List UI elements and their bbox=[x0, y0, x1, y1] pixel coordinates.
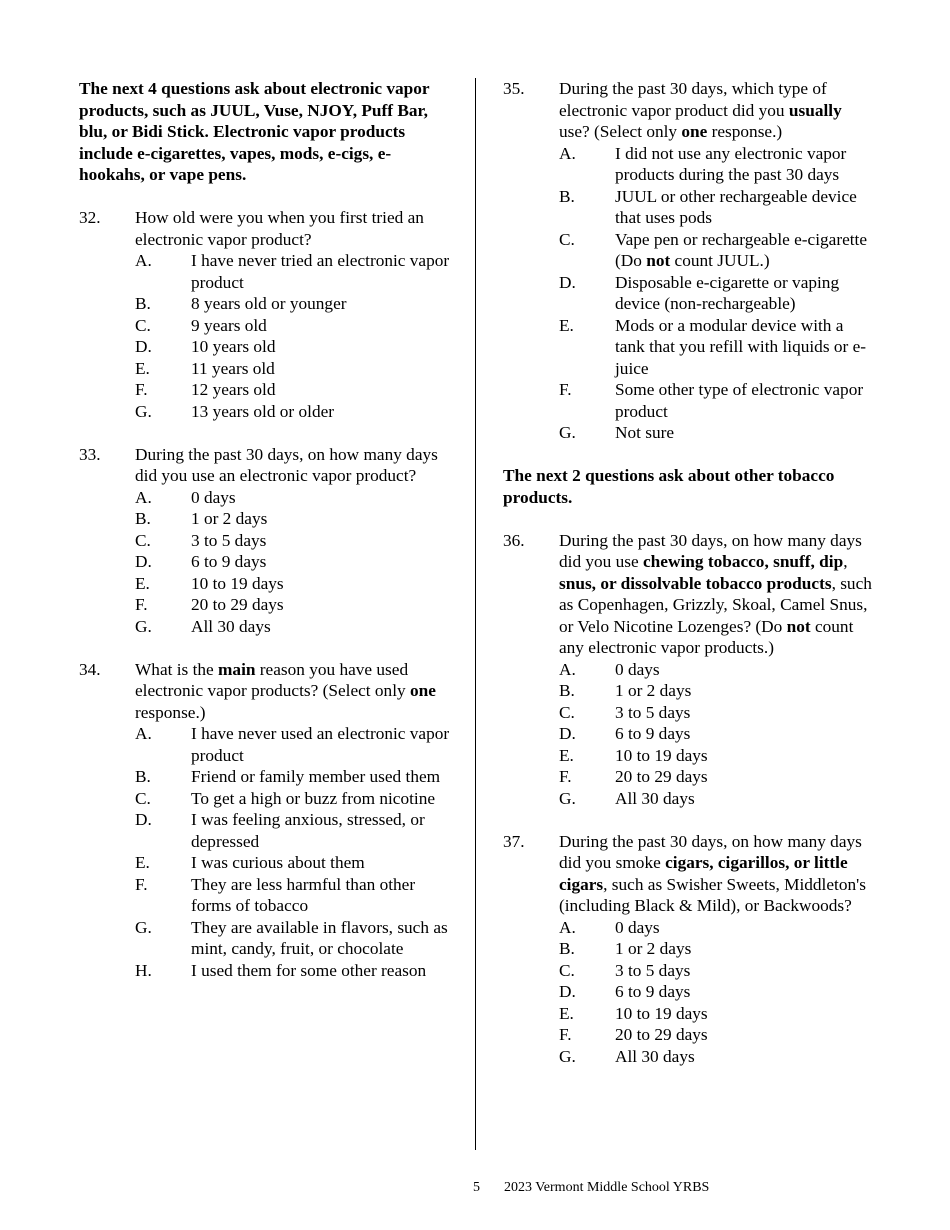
option-text: 0 days bbox=[615, 917, 660, 937]
option-letter: G. bbox=[135, 616, 152, 636]
option-letter: D. bbox=[135, 337, 152, 356]
option-letter: F. bbox=[135, 874, 148, 894]
option-letter: C. bbox=[559, 960, 575, 980]
option-letter: E. bbox=[559, 745, 574, 765]
page-number: 5 bbox=[473, 1180, 480, 1195]
option-letter: C. bbox=[135, 788, 151, 808]
option-letter: F. bbox=[135, 595, 148, 614]
question-number: 34. bbox=[79, 659, 101, 679]
option bbox=[559, 766, 875, 788]
section-intro-tobacco: The next 2 questions ask about other tobacco products. bbox=[503, 466, 835, 507]
option-text: 8 years old or younger bbox=[191, 294, 347, 313]
option bbox=[559, 143, 875, 186]
question-33 bbox=[79, 444, 451, 638]
option-text: 10 to 19 days bbox=[191, 573, 284, 593]
option bbox=[135, 917, 451, 960]
option bbox=[135, 594, 451, 616]
option bbox=[559, 745, 875, 767]
option bbox=[559, 723, 875, 745]
option-letter: H. bbox=[135, 960, 152, 980]
option bbox=[559, 272, 875, 315]
option-letter: B. bbox=[135, 767, 151, 786]
option-letter: E. bbox=[135, 358, 150, 378]
question-35 bbox=[503, 78, 875, 444]
option bbox=[559, 379, 875, 422]
option bbox=[135, 616, 451, 638]
question-36 bbox=[503, 530, 875, 810]
option-letter: D. bbox=[559, 272, 576, 292]
option bbox=[135, 401, 451, 423]
option-text: Mods or a modular device with a tank that you refill with liquids or e-juice bbox=[615, 315, 867, 378]
option-letter: A. bbox=[559, 143, 576, 163]
option-text: I have never tried an electronic vapor product bbox=[191, 251, 450, 292]
option-letter: C. bbox=[135, 315, 151, 335]
option-text: I was curious about them bbox=[191, 853, 365, 872]
option-text: 3 to 5 days bbox=[191, 530, 267, 550]
question-text: During the past 30 days, on how many days did you smoke cigars, cigarillos, or little cigars, such as Swisher Sweets, Middleton's (including Black & Mild), or Backwoods? bbox=[559, 831, 866, 915]
option-letter: D. bbox=[559, 724, 576, 743]
section-intro-vapor: The next 4 questions ask about electronic vapor products, such as JUUL, Vuse, NJOY, Puff Bar, blu, or Bidi Stick. Electronic vapor products include e-cigarettes, vapes, mods, e-cigs, e-hookahs, or vape pens. bbox=[79, 79, 430, 184]
option-letter: C. bbox=[559, 702, 575, 722]
option-letter: A. bbox=[135, 487, 152, 507]
question-37 bbox=[503, 831, 875, 1068]
option-letter: F. bbox=[559, 767, 572, 786]
option-letter: B. bbox=[135, 294, 151, 313]
option-text: 10 to 19 days bbox=[615, 1003, 708, 1023]
option-letter: A. bbox=[559, 659, 576, 679]
option-text: 0 days bbox=[191, 487, 236, 507]
option bbox=[135, 358, 451, 380]
option-text: 20 to 29 days bbox=[191, 595, 284, 614]
option-text: Not sure bbox=[615, 423, 675, 442]
option bbox=[135, 250, 451, 293]
option bbox=[559, 1046, 875, 1068]
option bbox=[135, 852, 451, 874]
option-letter: G. bbox=[135, 917, 152, 937]
option-letter: D. bbox=[135, 552, 152, 571]
option bbox=[135, 723, 451, 766]
option-text: 1 or 2 days bbox=[615, 681, 692, 700]
option-letter: A. bbox=[135, 724, 152, 743]
option bbox=[559, 422, 875, 444]
option bbox=[135, 530, 451, 552]
question-number: 32. bbox=[79, 208, 101, 227]
option-letter: F. bbox=[559, 1025, 572, 1044]
option-letter: B. bbox=[559, 186, 575, 206]
option-text: 13 years old or older bbox=[191, 401, 335, 421]
question-text: During the past 30 days, on how many days did you use an electronic vapor product? bbox=[135, 444, 438, 485]
column-divider bbox=[475, 78, 476, 1150]
option-letter: E. bbox=[559, 315, 574, 335]
option-text: 3 to 5 days bbox=[615, 702, 691, 722]
option-letter: B. bbox=[559, 681, 575, 700]
option-text: I did not use any electronic vapor products during the past 30 days bbox=[615, 143, 847, 184]
option-letter: D. bbox=[135, 810, 152, 829]
option-letter: G. bbox=[559, 423, 576, 442]
option-letter: F. bbox=[135, 380, 148, 399]
option-text: They are available in flavors, such as mint, candy, fruit, or chocolate bbox=[191, 917, 448, 958]
question-number: 33. bbox=[79, 444, 101, 464]
option bbox=[559, 938, 875, 960]
option-text: All 30 days bbox=[615, 1046, 695, 1066]
option-text: All 30 days bbox=[615, 788, 695, 808]
option bbox=[135, 508, 451, 530]
option bbox=[559, 1003, 875, 1025]
left-column bbox=[79, 78, 451, 1003]
option bbox=[135, 293, 451, 315]
option-text: 11 years old bbox=[191, 358, 275, 378]
option-text: 6 to 9 days bbox=[191, 552, 267, 571]
option-text: 6 to 9 days bbox=[615, 982, 691, 1001]
option bbox=[135, 379, 451, 401]
option-text: 20 to 29 days bbox=[615, 1025, 708, 1044]
option-text: 12 years old bbox=[191, 380, 276, 399]
option-letter: F. bbox=[559, 380, 572, 399]
option bbox=[559, 960, 875, 982]
option-text: Vape pen or rechargeable e-cigarette (Do not count JUUL.) bbox=[615, 229, 868, 270]
option bbox=[559, 186, 875, 229]
option-text: 6 to 9 days bbox=[615, 724, 691, 743]
option bbox=[559, 981, 875, 1003]
option-text: Some other type of electronic vapor product bbox=[615, 380, 864, 421]
option-letter: B. bbox=[559, 939, 575, 958]
option-text: 10 to 19 days bbox=[615, 745, 708, 765]
question-34 bbox=[79, 659, 451, 982]
option-letter: A. bbox=[135, 251, 152, 270]
question-number: 36. bbox=[503, 530, 525, 550]
option-text: JUUL or other rechargeable device that uses pods bbox=[615, 186, 857, 227]
option bbox=[135, 487, 451, 509]
option-letter: G. bbox=[559, 1046, 576, 1066]
option-text: To get a high or buzz from nicotine bbox=[191, 788, 436, 808]
option-text: Disposable e-cigarette or vaping device (non-rechargeable) bbox=[615, 272, 840, 313]
option bbox=[559, 680, 875, 702]
option bbox=[559, 659, 875, 681]
option-text: 0 days bbox=[615, 659, 660, 679]
option-letter: B. bbox=[135, 509, 151, 528]
question-number: 37. bbox=[503, 831, 525, 851]
option-text: They are less harmful than other forms of tobacco bbox=[191, 874, 416, 915]
option bbox=[135, 960, 451, 982]
question-text: What is the main reason you have used electronic vapor products? (Select only one response.) bbox=[135, 659, 436, 722]
option bbox=[135, 551, 451, 573]
option bbox=[135, 809, 451, 852]
option-text: I have never used an electronic vapor product bbox=[191, 724, 450, 765]
option-text: 20 to 29 days bbox=[615, 767, 708, 786]
option bbox=[559, 1024, 875, 1046]
question-text: How old were you when you first tried an electronic vapor product? bbox=[135, 208, 424, 249]
option-letter: D. bbox=[559, 982, 576, 1001]
option-text: 10 years old bbox=[191, 337, 276, 356]
option-letter: E. bbox=[135, 573, 150, 593]
option bbox=[135, 874, 451, 917]
question-text: During the past 30 days, which type of electronic vapor product did you usually use? (Select only one response.) bbox=[559, 79, 842, 141]
option-text: 1 or 2 days bbox=[191, 509, 268, 528]
option-letter: E. bbox=[135, 853, 150, 872]
right-column bbox=[503, 78, 875, 1089]
question-number: 35. bbox=[503, 79, 525, 98]
option bbox=[135, 336, 451, 358]
option-letter: E. bbox=[559, 1003, 574, 1023]
option bbox=[135, 766, 451, 788]
footer-title: 2023 Vermont Middle School YRBS bbox=[504, 1180, 710, 1195]
option-letter: A. bbox=[559, 917, 576, 937]
option-text: 9 years old bbox=[191, 315, 267, 335]
option bbox=[135, 315, 451, 337]
option bbox=[135, 788, 451, 810]
question-32 bbox=[79, 207, 451, 422]
option-text: 3 to 5 days bbox=[615, 960, 691, 980]
option-text: I used them for some other reason bbox=[191, 960, 427, 980]
option bbox=[559, 315, 875, 380]
option-letter: C. bbox=[559, 229, 575, 249]
option-letter: G. bbox=[135, 401, 152, 421]
option-text: All 30 days bbox=[191, 616, 271, 636]
option-letter: G. bbox=[559, 788, 576, 808]
option-letter: C. bbox=[135, 530, 151, 550]
option bbox=[559, 229, 875, 272]
question-text: During the past 30 days, on how many days did you use chewing tobacco, snuff, dip, snus, or dissolvable tobacco products, such as Copenhagen, Grizzly, Skoal, Camel Snus, or Velo Nicotine Lozenges? (Do not count any electronic vapor products.) bbox=[559, 530, 872, 657]
option bbox=[559, 917, 875, 939]
option-text: Friend or family member used them bbox=[191, 767, 441, 786]
option bbox=[135, 573, 451, 595]
option-text: 1 or 2 days bbox=[615, 939, 692, 958]
option-text: I was feeling anxious, stressed, or depressed bbox=[191, 810, 425, 851]
option bbox=[559, 702, 875, 724]
option bbox=[559, 788, 875, 810]
